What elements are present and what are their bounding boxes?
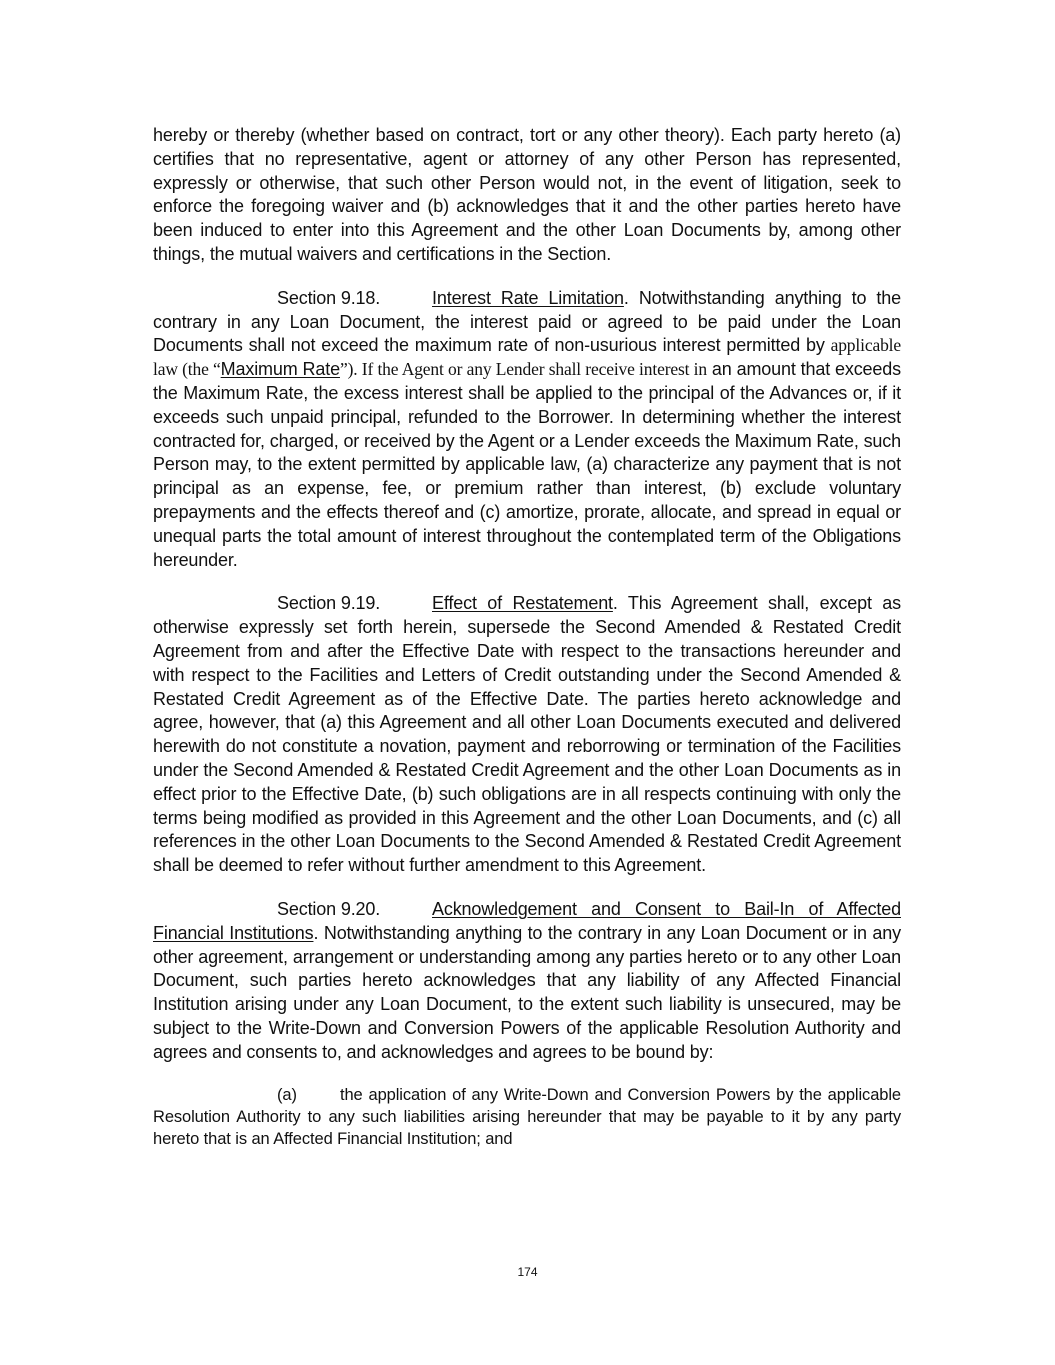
clause-text: the application of any Write-Down and Conversion Powers by the applicable Resolution Authority to any such liabilities arising hereunder that may be payable to it by any party hereto that is an Affected Financial Institution; and xyxy=(153,1086,901,1149)
section-number: Section 9.19. xyxy=(277,593,381,614)
section-text: . Notwithstanding anything to the contrary in any Loan Document, the interest paid or agreed to be paid under the Loan Documents shall not exceed the maximum rate of non-usurious interest permitted by xyxy=(153,287,901,356)
section-9-18 xyxy=(153,287,901,573)
paragraph-text: hereby or thereby (whether based on contract, tort or any other theory). Each party hereto (a) certifies that no representative, agent or attorney of any other Person has represented, expressly or otherwise, that such other Person would not, in the event of litigation, seek to enforce the foregoing waiver and (b) acknowledges that it and the other parties hereto have been induced to enter into this Agreement and the other Loan Documents by, among other things, the mutual waivers and certifications in the Section. xyxy=(153,125,901,264)
section-9-19 xyxy=(153,592,901,878)
document-page xyxy=(153,124,901,1150)
section-text: an amount that exceeds the Maximum Rate, the excess interest shall be applied to the principal of the Advances or, if it exceeds such unpaid principal, refunded to the Borrower. In determining whether the interest contracted for, charged, or received by the Agent or a Lender exceeds the Maximum Rate, such Person may, to the extent permitted by applicable law, (a) characterize any payment that is not principal as an expense, fee, or premium rather than interest, (b) exclude voluntary prepayments and the effects thereof and (c) amortize, prorate, allocate, and spread in equal or unequal parts the total amount of interest throughout the contemplated term of the Obligations hereunder. xyxy=(153,359,901,570)
section-number: Section 9.18. xyxy=(277,287,381,308)
section-text-serif: applicable law (the “ xyxy=(153,335,901,380)
section-9-20 xyxy=(153,898,901,1065)
paragraph-waiver-continuation xyxy=(153,124,901,267)
section-heading: Effect of Restatement xyxy=(432,593,613,614)
page-number: 174 xyxy=(517,1265,538,1279)
defined-term-maximum-rate: Maximum Rate xyxy=(220,359,340,380)
section-number: Section 9.20. xyxy=(277,898,381,919)
section-text: . Notwithstanding anything to the contrary in any Loan Document or in any other agreement, arrangement or understanding among any parties hereto or to any other Loan Document, such parties hereto acknowledges that any liability of any Affected Financial Institution arising under any Loan Document, to the extent such liability is unsecured, may be subject to the Write-Down and Conversion Powers of the applicable Resolution Authority and agrees and consents to, and acknowledges and agrees to be bound by: xyxy=(153,922,901,1062)
clause-label: (a) xyxy=(277,1086,297,1105)
section-text: . This Agreement shall, except as otherwise expressly set forth herein, supersede the Second Amended & Restated Credit Agreement from and after the Effective Date with respect to the transactions hereunder and with respect to the Facilities and Letters of Credit outstanding under the Second Amended & Restated Credit Agreement as of the Effective Date. The parties hereto acknowledge and agree, however, that (a) this Agreement and all other Loan Documents executed and delivered herewith do not constitute a novation, payment and reborrowing or termination of the Facilities under the Second Amended & Restated Credit Agreement and the other Loan Documents as in effect prior to the Effective Date, (b) such obligations are in all respects continuing with only the terms being modified as provided in this Agreement and the other Loan Documents, and (c) all references in the other Loan Documents to the Second Amended & Restated Credit Agreement shall be deemed to refer without further amendment to this Agreement. xyxy=(153,593,901,876)
section-heading: Acknowledgement and Consent to Bail-In of Affected Financial Institutions xyxy=(153,898,901,943)
section-heading: Interest Rate Limitation xyxy=(432,287,624,308)
clause-a xyxy=(153,1084,901,1150)
section-text-serif: ”). If the Agent or any Lender shall receive interest in xyxy=(339,359,707,380)
